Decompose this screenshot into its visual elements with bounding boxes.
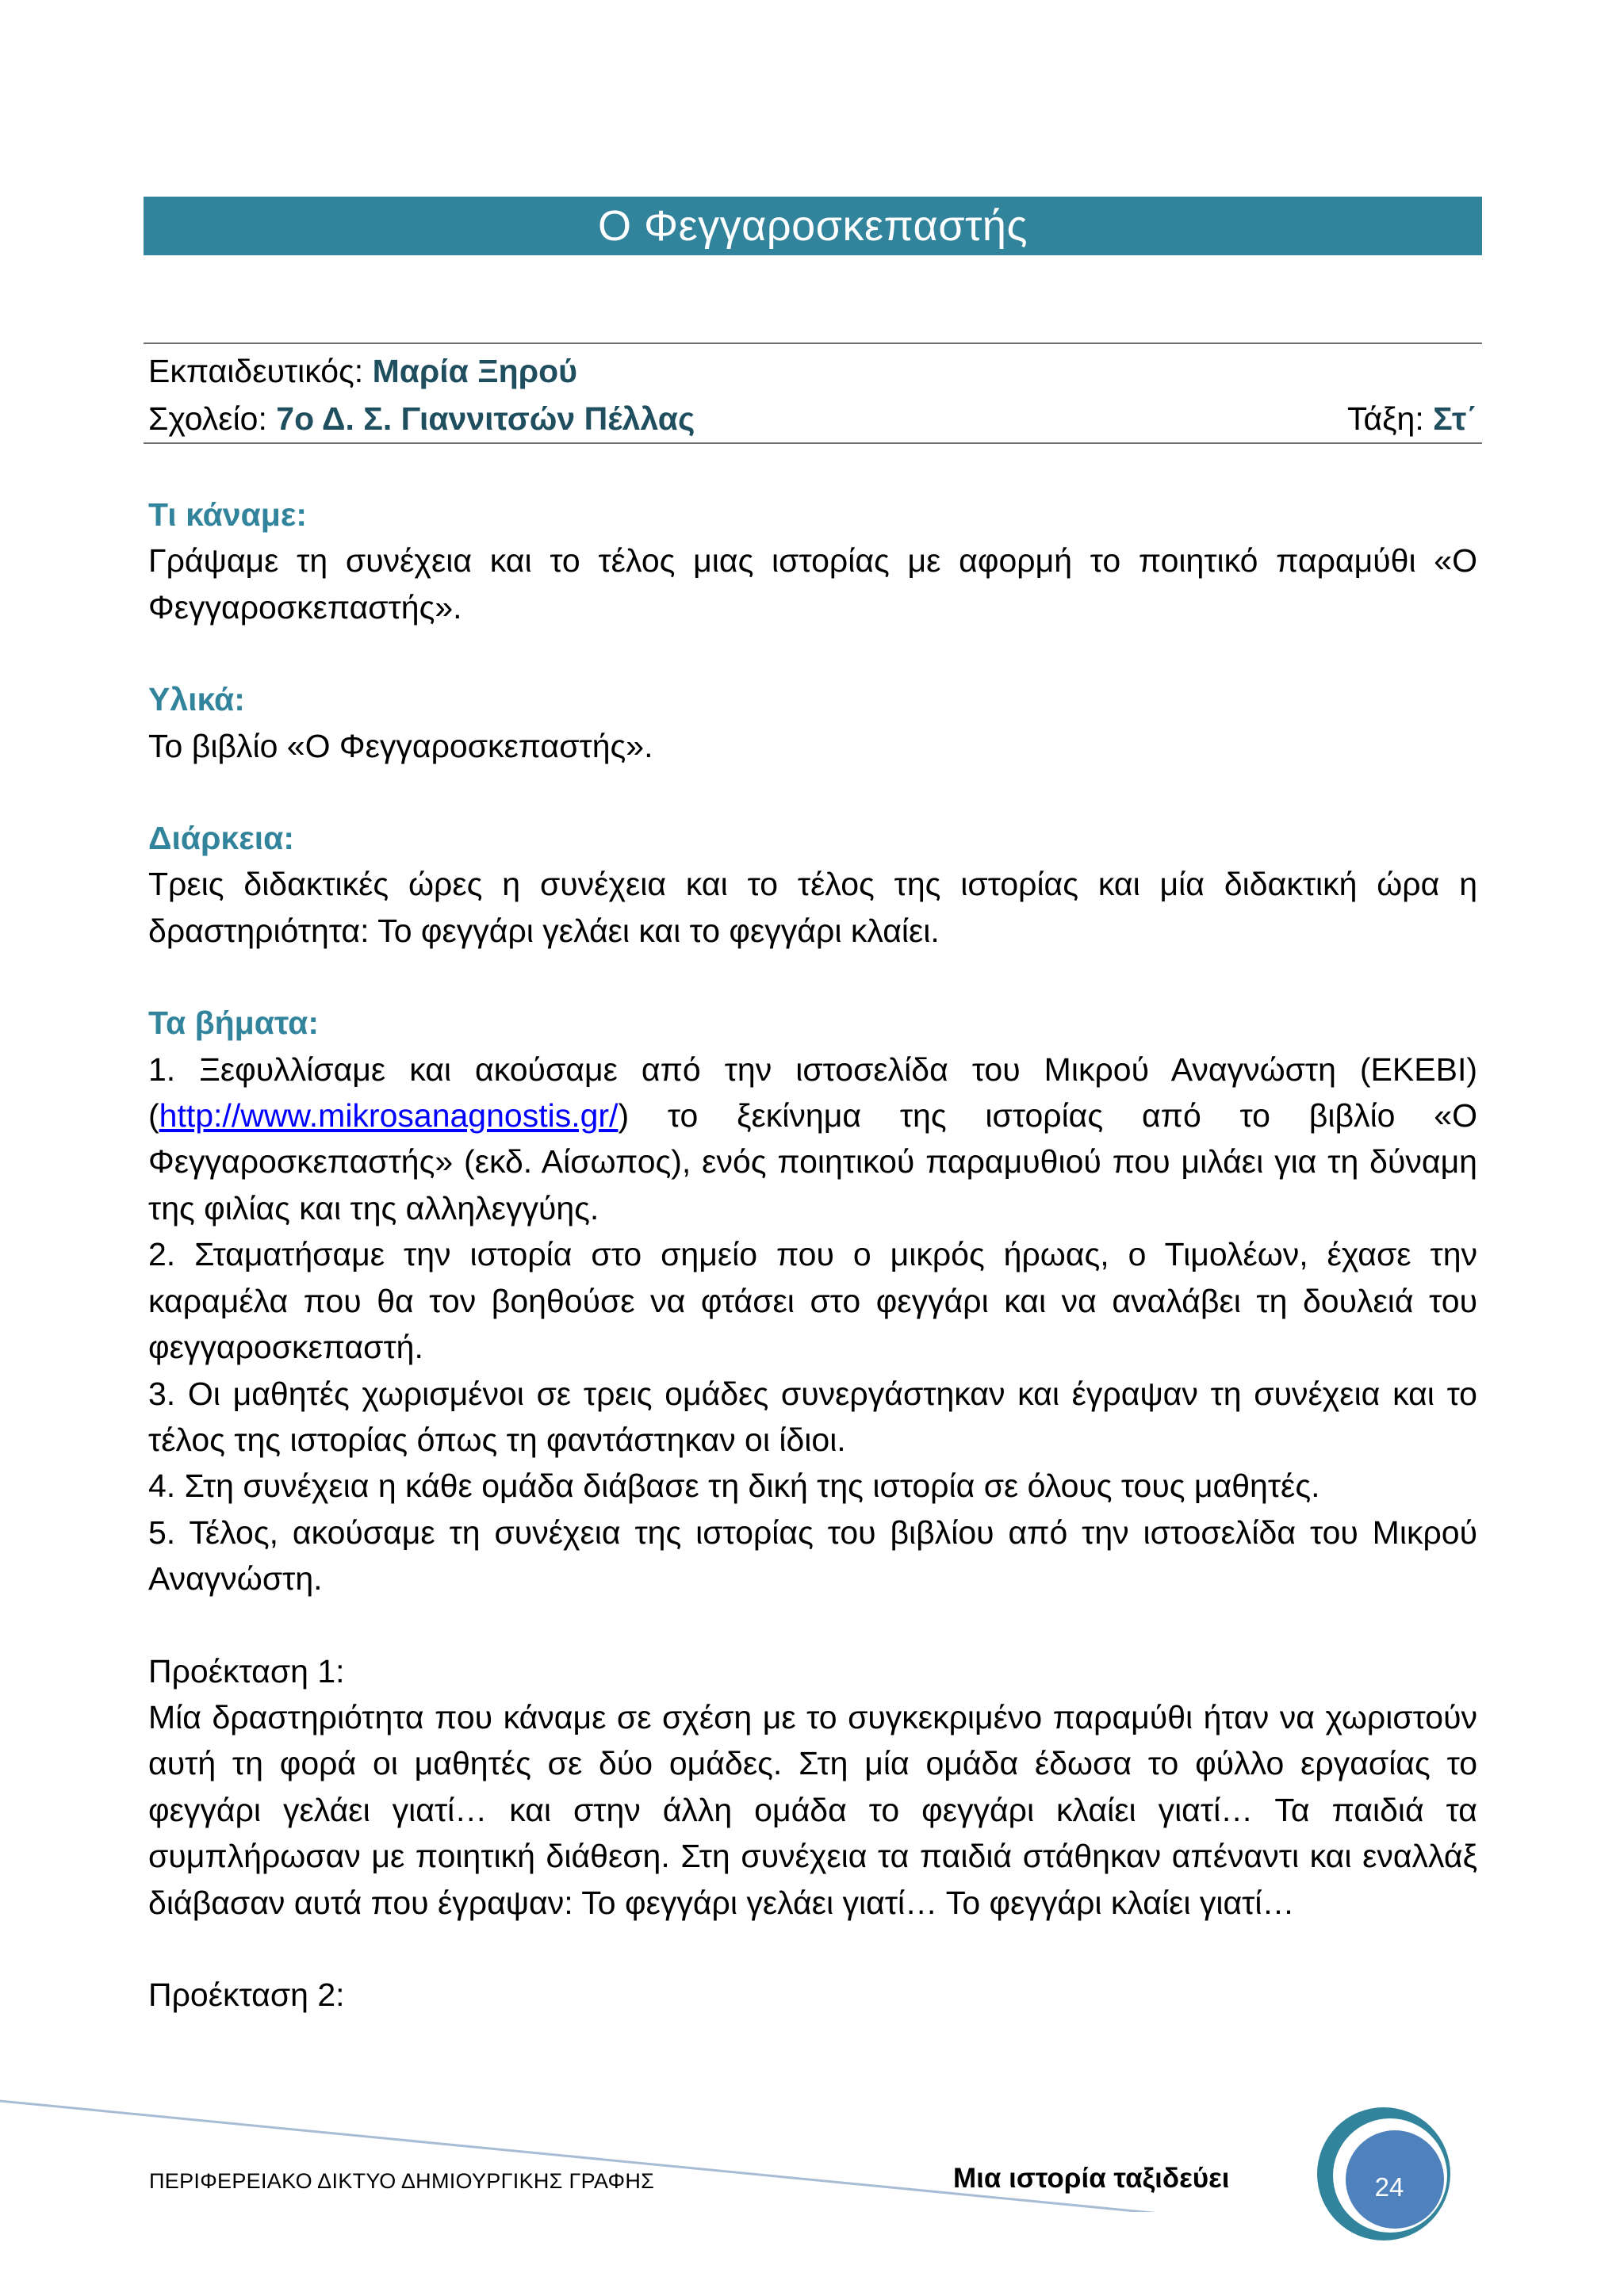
school-name: 7ο Δ. Σ. Γιαννιτσών Πέλλας — [276, 400, 695, 437]
materials-text: Το βιβλίο «Ο Φεγγαροσκεπαστής». — [148, 727, 653, 764]
what-text: Γράψαμε τη συνέχεια και το τέλος μιας ιστορίας με αφορμή το ποιητικό παραμύθι «Ο Φεγγαροσκεπαστής». — [148, 542, 1477, 626]
page-title: Ο Φεγγαροσκεπαστής — [598, 202, 1028, 250]
extension-1-text: Μία δραστηριότητα που κάναμε σε σχέση με το συγκεκριμένο παραμύθι ήταν να χωριστούν αυτή τη φορά οι μαθητές σε δύο ομάδες. Στη μία ομάδα έδωσα το φύλλο εργασίας το φεγγάρι γελάει γιατί… και στην άλλη ομάδα το φεγγάρι κλαίει γιατί… Τα παιδιά τα συμπλήρωσαν με ποιητική διάθεση. Στη συνέχεια τα παιδιά στάθηκαν απέναντι και εναλλάξ διάβασαν αυτά που έγραψαν: Το φεγγάρι γελάει γιατί… Το φεγγάρι κλαίει γιατί… — [148, 1698, 1477, 1921]
materials-heading: Υλικά: — [148, 681, 245, 718]
meta-top-rule — [144, 342, 1482, 344]
class-value: Στ΄ — [1433, 400, 1477, 437]
meta-bottom-rule — [144, 442, 1482, 444]
title-banner — [144, 197, 1482, 255]
step-1-text-a: 1. Ξεφυλλίσαμε και ακούσαμε από την ιστοσελίδα του Μικρού Αναγνώστη (ΕΚΕΒΙ) ( — [148, 1050, 1477, 1135]
school-label: Σχολείο: — [148, 400, 267, 437]
step-1 — [148, 1047, 1477, 1232]
step-5: 5. Τέλος, ακούσαμε τη συνέχεια της ιστορίας του βιβλίου από την ιστοσελίδα του Μικρού Αναγνώστη. — [148, 1513, 1477, 1598]
teacher-label: Εκπαιδευτικός: — [148, 353, 364, 389]
teacher-name: Μαρία Ξηρού — [372, 353, 577, 389]
extension-2-heading: Προέκταση 2: — [148, 1976, 345, 2013]
page-number: 24 — [1374, 2172, 1404, 2202]
main-content — [148, 492, 1477, 2018]
class-label: Τάξη: — [1346, 400, 1424, 437]
duration-heading: Διάρκεια: — [148, 820, 294, 857]
what-heading: Τι κάναμε: — [148, 496, 307, 533]
step-3: 3. Οι μαθητές χωρισμένοι σε τρεις ομάδες συνεργάστηκαν και έγραψαν τη συνέχεια και το τέλος της ιστορίας όπως τη φαντάστηκαν οι ίδιοι. — [148, 1375, 1477, 1458]
class-info — [1347, 395, 1477, 442]
school-line — [148, 395, 1477, 442]
duration-text: Τρεις διδακτικές ώρες η συνέχεια και το τέλος της ιστορίας και μία διδακτική ώρα η δραστηριότητα: Το φεγγάρι γελάει και το φεγγάρι κλαίει. — [148, 866, 1477, 949]
step-1-text-b: ) το ξεκίνημα της ιστορίας από το βιβλίο «Ο Φεγγαροσκεπαστής» (εκδ. Αίσωπος), ενός ποιητικού παραμυθιού που μιλάει για τη δύναμη της φιλίας και της αλληλεγγύης. — [148, 1097, 1477, 1226]
steps-heading: Τα βήματα: — [148, 1004, 319, 1042]
footer-book-title: Μια ιστορία ταξιδεύει — [953, 2163, 1230, 2194]
step-4: 4. Στη συνέχεια η κάθε ομάδα διάβασε τη δική της ιστορία σε όλους τους μαθητές. — [148, 1468, 1320, 1505]
teacher-line — [148, 347, 1477, 395]
extension-1-heading: Προέκταση 1: — [148, 1652, 345, 1689]
mikrosanagnostis-link[interactable]: http://www.mikrosanagnostis.gr/ — [159, 1097, 619, 1135]
step-2: 2. Σταματήσαμε την ιστορία στο σημείο που ο μικρός ήρωας, ο Τιμολέων, έχασε την καραμέλα που θα τον βοηθούσε να φτάσει στο φεγγάρι και να αναλάβει τη δουλειά του φεγγαροσκεπαστή. — [148, 1236, 1477, 1366]
footer-network-name: ΠΕΡΙΦΕΡΕΙΑΚΟ ΔΙΚΤΥΟ ΔΗΜΙΟΥΡΓΙΚΗΣ ΓΡΑΦΗΣ — [149, 2169, 655, 2193]
